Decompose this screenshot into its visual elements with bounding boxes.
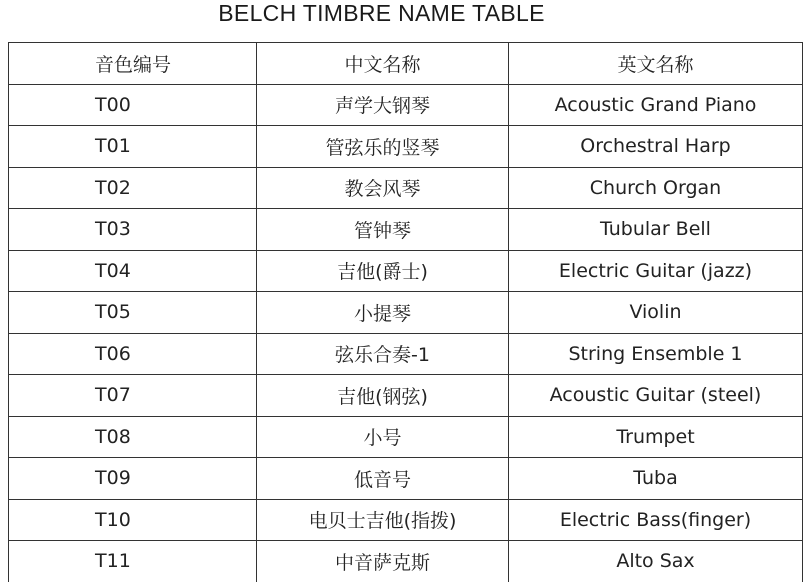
table-row	[9, 167, 803, 209]
timbre-code-cell: T00	[9, 84, 257, 126]
table-row	[9, 209, 803, 251]
english-name-cell: Acoustic Grand Piano	[509, 84, 803, 126]
chinese-name-cell: 管弦乐的竖琴	[257, 126, 509, 168]
timbre-code-cell: T04	[9, 250, 257, 292]
chinese-name-cell: 小号	[257, 416, 509, 458]
timbre-code-cell: T03	[9, 209, 257, 251]
header-timbre-number: 音色编号	[9, 43, 257, 85]
english-name-cell: Trumpet	[509, 416, 803, 458]
timbre-code-cell: T09	[9, 458, 257, 500]
timbre-code-cell: T10	[9, 499, 257, 541]
chinese-name-cell: 吉他(爵士)	[257, 250, 509, 292]
chinese-name-cell: 管钟琴	[257, 209, 509, 251]
chinese-name-cell: 中音萨克斯	[257, 541, 509, 582]
table-row	[9, 84, 803, 126]
timbre-code-cell: T02	[9, 167, 257, 209]
table-row	[9, 458, 803, 500]
table-header-row	[9, 43, 803, 85]
english-name-cell: Tubular Bell	[509, 209, 803, 251]
english-name-cell: Alto Sax	[509, 541, 803, 582]
table-title: BELCH TIMBRE NAME TABLE	[218, 0, 545, 26]
chinese-name-cell: 小提琴	[257, 292, 509, 334]
english-name-cell: Church Organ	[509, 167, 803, 209]
table-body	[9, 84, 803, 582]
english-name-cell: Orchestral Harp	[509, 126, 803, 168]
table-row	[9, 375, 803, 417]
chinese-name-cell: 教会风琴	[257, 167, 509, 209]
english-name-cell: Violin	[509, 292, 803, 334]
timbre-code-cell: T06	[9, 333, 257, 375]
table-row	[9, 499, 803, 541]
timbre-table	[8, 42, 803, 582]
english-name-cell: Electric Bass(finger)	[509, 499, 803, 541]
english-name-cell: Acoustic Guitar (steel)	[509, 375, 803, 417]
table-row	[9, 333, 803, 375]
table-row	[9, 126, 803, 168]
timbre-code-cell: T07	[9, 375, 257, 417]
timbre-code-cell: T01	[9, 126, 257, 168]
timbre-code-cell: T05	[9, 292, 257, 334]
table-row	[9, 250, 803, 292]
table-row	[9, 416, 803, 458]
chinese-name-cell: 低音号	[257, 458, 509, 500]
header-english-name: 英文名称	[509, 43, 803, 85]
chinese-name-cell: 弦乐合奏-1	[257, 333, 509, 375]
header-chinese-name: 中文名称	[257, 43, 509, 85]
timbre-code-cell: T11	[9, 541, 257, 582]
chinese-name-cell: 吉他(钢弦)	[257, 375, 509, 417]
chinese-name-cell: 声学大钢琴	[257, 84, 509, 126]
english-name-cell: Electric Guitar (jazz)	[509, 250, 803, 292]
english-name-cell: Tuba	[509, 458, 803, 500]
table-row	[9, 292, 803, 334]
chinese-name-cell: 电贝士吉他(指拨)	[257, 499, 509, 541]
timbre-code-cell: T08	[9, 416, 257, 458]
table-row	[9, 541, 803, 582]
english-name-cell: String Ensemble 1	[509, 333, 803, 375]
